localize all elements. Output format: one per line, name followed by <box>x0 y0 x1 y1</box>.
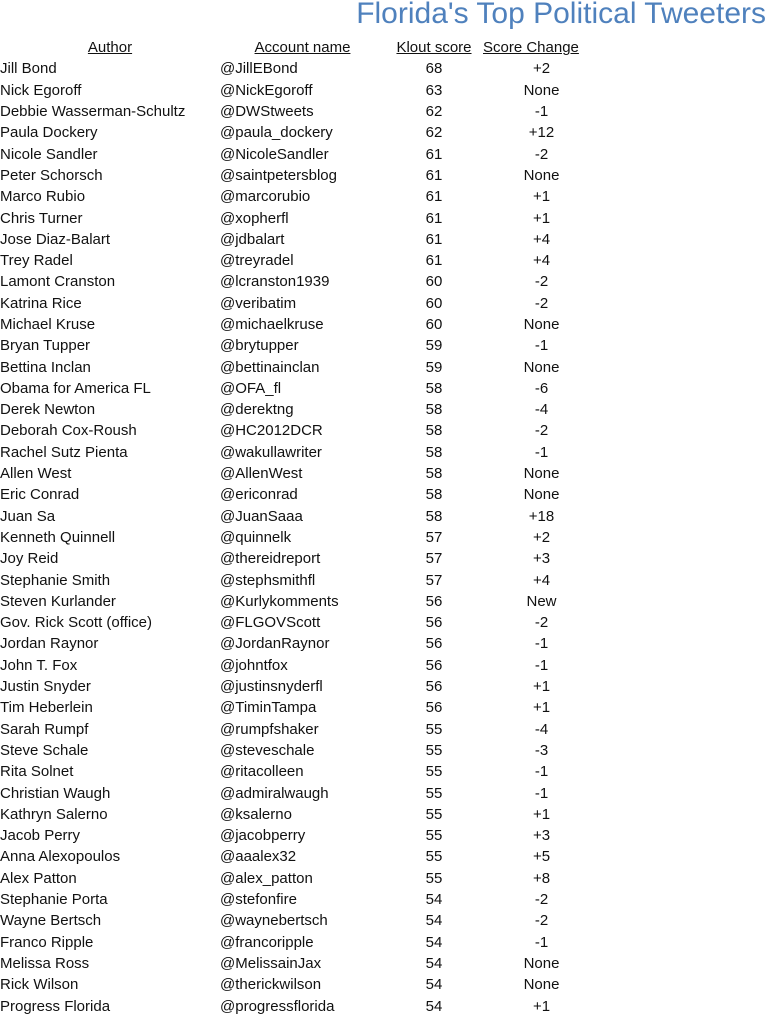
cell-change: +3 <box>532 550 551 568</box>
cell-klout: 54 <box>425 891 443 909</box>
cell-author: Steven Kurlander <box>0 592 116 610</box>
cell-change: None <box>523 976 560 994</box>
cell-account: @ritacolleen <box>220 763 304 781</box>
cell-change: -2 <box>534 891 549 909</box>
tweeters-table <box>0 37 600 1017</box>
cell-author: Michael Kruse <box>0 316 96 333</box>
table-row <box>0 335 600 356</box>
table-row <box>0 846 600 867</box>
cell-change: -1 <box>534 933 549 951</box>
cell-klout: 61 <box>425 166 443 184</box>
cell-change: -4 <box>534 720 549 738</box>
cell-author: Franco Ripple <box>0 933 94 951</box>
cell-author: Tim Heberlein <box>0 699 93 717</box>
cell-account: @waynebertsch <box>220 912 328 930</box>
cell-author: Justin Snyder <box>0 678 91 696</box>
cell-account: @bettinainclan <box>220 358 320 376</box>
cell-klout: 55 <box>425 869 443 887</box>
cell-change: -1 <box>534 443 549 461</box>
cell-author: Bryan Tupper <box>0 337 91 355</box>
cell-change: +2 <box>532 60 551 78</box>
table-row <box>0 697 600 718</box>
cell-account: @stephsmithfl <box>220 571 316 589</box>
table-row <box>0 825 600 846</box>
cell-author: Peter Schorsch <box>0 166 103 184</box>
column-header-klout <box>385 37 483 58</box>
cell-change: -2 <box>534 422 549 440</box>
table-row <box>0 910 600 931</box>
cell-change: +8 <box>532 869 551 887</box>
cell-author: Rachel Sutz Pienta <box>0 443 128 461</box>
cell-klout: 54 <box>425 954 443 972</box>
cell-account: @xopherfl <box>220 209 289 227</box>
cell-account: @rumpfshaker <box>220 720 319 738</box>
table-row <box>0 527 600 548</box>
cell-author: Deborah Cox-Roush <box>0 422 137 440</box>
table-row <box>0 143 600 164</box>
table-row <box>0 931 600 952</box>
cell-change: None <box>523 316 560 333</box>
cell-klout: 58 <box>425 486 443 504</box>
cell-account: @michaelkruse <box>220 316 324 333</box>
table-row <box>0 569 600 590</box>
cell-author: Debbie Wasserman-Schultz <box>0 103 186 121</box>
cell-account: @stefonfire <box>220 891 297 909</box>
table-row <box>0 378 600 399</box>
cell-author: Rick Wilson <box>0 976 79 994</box>
cell-account: @HC2012DCR <box>220 422 323 440</box>
cell-account: @progressflorida <box>220 997 335 1015</box>
cell-change: -1 <box>534 337 549 355</box>
table-row <box>0 655 600 676</box>
cell-change: -1 <box>534 784 549 802</box>
cell-account: @FLGOVScott <box>220 614 321 632</box>
column-header-author-label: Author <box>87 39 133 57</box>
cell-author: Nicole Sandler <box>0 145 98 163</box>
table-row <box>0 676 600 697</box>
table-row <box>0 399 600 420</box>
table-row <box>0 165 600 186</box>
column-header-account-label: Account name <box>254 39 351 57</box>
table-row <box>0 463 600 484</box>
table-row <box>0 548 600 569</box>
cell-klout: 55 <box>425 741 443 759</box>
cell-author: Steve Schale <box>0 741 89 759</box>
cell-change: None <box>523 81 560 99</box>
cell-account: @quinnelk <box>220 528 292 546</box>
cell-author: Jose Diaz-Balart <box>0 230 111 248</box>
table-row <box>0 293 600 314</box>
cell-author: Lamont Cranston <box>0 273 116 291</box>
cell-account: @NickEgoroff <box>220 81 313 99</box>
cell-account: @jacobperry <box>220 827 306 845</box>
column-header-author <box>0 37 220 58</box>
cell-author: Chris Turner <box>0 209 83 227</box>
page-title: Florida's Top Political Tweeters <box>356 0 766 30</box>
cell-account: @JillEBond <box>220 60 298 78</box>
cell-klout: 68 <box>425 60 443 78</box>
cell-author: Sarah Rumpf <box>0 720 89 738</box>
table-row <box>0 420 600 441</box>
cell-author: Melissa Ross <box>0 954 90 972</box>
cell-klout: 62 <box>425 124 443 142</box>
cell-author: Joy Reid <box>0 550 59 568</box>
cell-change: -2 <box>534 145 549 163</box>
column-header-account <box>220 37 385 58</box>
table-row <box>0 186 600 207</box>
cell-change: +4 <box>532 252 551 270</box>
cell-account: @derektng <box>220 401 294 419</box>
cell-author: Progress Florida <box>0 997 111 1015</box>
table-row <box>0 122 600 143</box>
cell-klout: 55 <box>425 720 443 738</box>
cell-author: Jordan Raynor <box>0 635 99 653</box>
cell-klout: 55 <box>425 763 443 781</box>
cell-account: @paula_dockery <box>220 124 333 142</box>
cell-klout: 55 <box>425 848 443 866</box>
cell-klout: 55 <box>425 784 443 802</box>
cell-klout: 60 <box>425 273 443 291</box>
cell-account: @lcranston1939 <box>220 273 330 291</box>
cell-author: Nick Egoroff <box>0 81 82 99</box>
table-row <box>0 633 600 654</box>
cell-author: Obama for America FL <box>0 379 151 397</box>
cell-author: Bettina Inclan <box>0 358 91 376</box>
cell-klout: 59 <box>425 358 443 376</box>
cell-account: @veribatim <box>220 294 297 312</box>
cell-klout: 61 <box>425 230 443 248</box>
table-row <box>0 506 600 527</box>
cell-account: @JuanSaaa <box>220 507 303 525</box>
cell-klout: 54 <box>425 912 443 930</box>
cell-account: @Kurlykomments <box>220 592 339 610</box>
cell-klout: 58 <box>425 465 443 483</box>
table-row <box>0 101 600 122</box>
cell-author: Eric Conrad <box>0 486 80 504</box>
cell-change: +4 <box>532 230 551 248</box>
cell-change: -1 <box>534 763 549 781</box>
cell-klout: 54 <box>425 933 443 951</box>
table-row <box>0 80 600 101</box>
cell-author: Alex Patton <box>0 869 77 887</box>
cell-klout: 61 <box>425 145 443 163</box>
cell-author: Paula Dockery <box>0 124 98 142</box>
cell-author: Jill Bond <box>0 60 57 78</box>
table-row <box>0 612 600 633</box>
cell-klout: 62 <box>425 103 443 121</box>
cell-change: None <box>523 486 560 504</box>
cell-change: -3 <box>534 741 549 759</box>
cell-account: @aaalex32 <box>220 848 297 866</box>
cell-klout: 54 <box>425 976 443 994</box>
cell-author: Marco Rubio <box>0 188 86 206</box>
table-row <box>0 314 600 335</box>
table-row <box>0 719 600 740</box>
cell-account: @DWStweets <box>220 103 314 121</box>
cell-klout: 57 <box>425 550 443 568</box>
cell-account: @brytupper <box>220 337 299 355</box>
cell-account: @NicoleSandler <box>220 145 329 163</box>
cell-change: -2 <box>534 273 549 291</box>
cell-change: +1 <box>532 209 551 227</box>
cell-klout: 58 <box>425 401 443 419</box>
cell-change: -2 <box>534 614 549 632</box>
cell-change: +1 <box>532 678 551 696</box>
cell-klout: 55 <box>425 805 443 823</box>
cell-author: John T. Fox <box>0 656 78 674</box>
cell-author: Juan Sa <box>0 507 56 525</box>
cell-account: @wakullawriter <box>220 443 322 461</box>
table-body <box>0 58 600 1016</box>
cell-change: New <box>526 592 557 610</box>
cell-klout: 54 <box>425 997 443 1015</box>
cell-account: @treyradel <box>220 252 294 270</box>
cell-account: @steveschale <box>220 741 315 759</box>
cell-account: @JordanRaynor <box>220 635 330 653</box>
cell-klout: 57 <box>425 571 443 589</box>
cell-klout: 56 <box>425 614 443 632</box>
table-row <box>0 740 600 761</box>
cell-change: +4 <box>532 571 551 589</box>
cell-klout: 56 <box>425 678 443 696</box>
cell-account: @therickwilson <box>220 976 322 994</box>
cell-klout: 61 <box>425 252 443 270</box>
cell-change: +12 <box>528 124 555 142</box>
cell-account: @justinsnyderfl <box>220 678 323 696</box>
cell-change: -4 <box>534 401 549 419</box>
cell-account: @thereidreport <box>220 550 321 568</box>
cell-author: Stephanie Smith <box>0 571 111 589</box>
cell-account: @ksalerno <box>220 805 292 823</box>
cell-klout: 57 <box>425 528 443 546</box>
cell-klout: 61 <box>425 188 443 206</box>
cell-account: @alex_patton <box>220 869 313 887</box>
cell-author: Stephanie Porta <box>0 891 108 909</box>
cell-klout: 58 <box>425 507 443 525</box>
table-row <box>0 804 600 825</box>
cell-klout: 55 <box>425 827 443 845</box>
cell-klout: 63 <box>425 81 443 99</box>
cell-change: +3 <box>532 827 551 845</box>
cell-author: Christian Waugh <box>0 784 111 802</box>
cell-account: @TiminTampa <box>220 699 317 717</box>
table-row <box>0 782 600 803</box>
column-header-change-label: Score Change <box>483 39 579 57</box>
table-row <box>0 974 600 995</box>
table-row <box>0 271 600 292</box>
cell-klout: 56 <box>425 592 443 610</box>
cell-author: Gov. Rick Scott (office) <box>0 614 152 632</box>
cell-change: +1 <box>532 699 551 717</box>
cell-account: @AllenWest <box>220 465 303 483</box>
cell-author: Jacob Perry <box>0 827 81 845</box>
cell-author: Anna Alexopoulos <box>0 848 121 866</box>
table-row <box>0 995 600 1016</box>
cell-author: Kenneth Quinnell <box>0 528 116 546</box>
cell-change: -1 <box>534 635 549 653</box>
table-row <box>0 889 600 910</box>
cell-klout: 56 <box>425 656 443 674</box>
table-row <box>0 356 600 377</box>
cell-author: Trey Radel <box>0 252 73 270</box>
cell-change: +2 <box>532 528 551 546</box>
cell-change: -1 <box>534 103 549 121</box>
cell-klout: 61 <box>425 209 443 227</box>
cell-account: @MelissainJax <box>220 954 322 972</box>
cell-account: @admiralwaugh <box>220 784 329 802</box>
cell-change: -1 <box>534 656 549 674</box>
table-row <box>0 868 600 889</box>
table-row <box>0 591 600 612</box>
cell-change: -6 <box>534 379 549 397</box>
table-row <box>0 761 600 782</box>
table-row <box>0 953 600 974</box>
cell-klout: 58 <box>425 422 443 440</box>
cell-account: @ericonrad <box>220 486 298 504</box>
cell-account: @OFA_fl <box>220 379 282 397</box>
cell-change: +18 <box>528 507 555 525</box>
table-row <box>0 58 600 79</box>
table-row <box>0 229 600 250</box>
cell-change: +1 <box>532 805 551 823</box>
cell-author: Derek Newton <box>0 401 96 419</box>
column-header-change <box>483 37 600 58</box>
cell-account: @johntfox <box>220 656 288 674</box>
cell-klout: 58 <box>425 443 443 461</box>
table-header-row <box>0 37 600 58</box>
cell-change: +5 <box>532 848 551 866</box>
cell-klout: 60 <box>425 316 443 333</box>
cell-account: @saintpetersblog <box>220 166 337 184</box>
cell-klout: 56 <box>425 635 443 653</box>
cell-change: -2 <box>534 912 549 930</box>
column-header-klout-label: Klout score <box>396 39 472 57</box>
cell-change: None <box>523 954 560 972</box>
cell-author: Allen West <box>0 465 72 483</box>
cell-author: Katrina Rice <box>0 294 82 312</box>
cell-change: None <box>523 166 560 184</box>
cell-change: None <box>523 358 560 376</box>
cell-change: +1 <box>532 188 551 206</box>
cell-author: Rita Solnet <box>0 763 74 781</box>
table-row <box>0 207 600 228</box>
cell-klout: 60 <box>425 294 443 312</box>
cell-change: None <box>523 465 560 483</box>
cell-klout: 59 <box>425 337 443 355</box>
table-row <box>0 250 600 271</box>
cell-klout: 56 <box>425 699 443 717</box>
cell-change: -2 <box>534 294 549 312</box>
cell-author: Kathryn Salerno <box>0 805 108 823</box>
cell-account: @francoripple <box>220 933 314 951</box>
table-row <box>0 442 600 463</box>
cell-author: Wayne Bertsch <box>0 912 102 930</box>
cell-account: @marcorubio <box>220 188 311 206</box>
cell-change: +1 <box>532 997 551 1015</box>
table-row <box>0 484 600 505</box>
cell-account: @jdbalart <box>220 230 285 248</box>
cell-klout: 58 <box>425 379 443 397</box>
